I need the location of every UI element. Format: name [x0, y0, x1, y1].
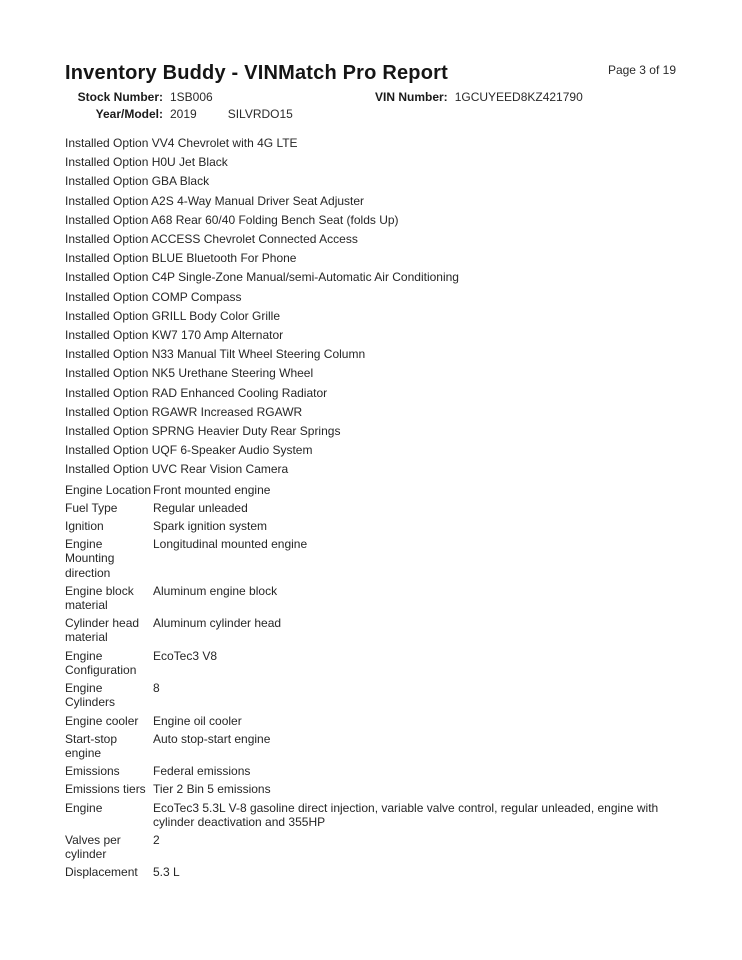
spec-row [65, 483, 676, 497]
spec-label: Engine Mounting direction [65, 537, 115, 580]
installed-option-line: Installed Option COMP Compass [65, 289, 242, 304]
spec-label: Start-stop engine [65, 731, 118, 760]
spec-row [65, 865, 676, 879]
spec-value: EcoTec3 V8 [153, 648, 218, 663]
vin-number-label: VIN Number: [375, 90, 448, 104]
meta-row-year-model [65, 106, 676, 123]
spec-label: Displacement [65, 865, 138, 880]
year-value: 2019 [170, 107, 197, 121]
installed-option-line: Installed Option GRILL Body Color Grille [65, 308, 280, 323]
spec-value: EcoTec3 5.3L V-8 gasoline direct injection, variable valve control, regular unleaded, engine with cylinder deactivation and 355HP [153, 800, 659, 829]
page-indicator: Page 3 of 19 [607, 63, 676, 77]
year-model-label: Year/Model: [95, 107, 163, 121]
spec-row [65, 833, 676, 861]
installed-option-line: Installed Option H0U Jet Black [65, 155, 228, 170]
installed-option-line: Installed Option A68 Rear 60/40 Folding Bench Seat (folds Up) [65, 212, 399, 227]
spec-label: Fuel Type [65, 500, 118, 515]
spec-value: Auto stop-start engine [153, 731, 271, 746]
spec-value: Front mounted engine [153, 482, 271, 497]
installed-option-line: Installed Option GBA Black [65, 174, 210, 189]
installed-option-line: Installed Option BLUE Bluetooth For Phone [65, 251, 297, 266]
spec-label: Emissions tiers [65, 782, 146, 797]
installed-option-line: Installed Option NK5 Urethane Steering Wheel [65, 366, 314, 381]
spec-label: Cylinder head material [65, 616, 140, 645]
spec-label: Engine Location [65, 482, 152, 497]
vehicle-meta [65, 89, 676, 123]
installed-options-list [65, 134, 676, 480]
installed-option-line: Installed Option UVC Rear Vision Camera [65, 462, 289, 477]
spec-value: Longitudinal mounted engine [153, 537, 308, 552]
spec-row [65, 764, 676, 778]
spec-row [65, 801, 676, 829]
spec-value: 8 [153, 681, 160, 696]
spec-row [65, 782, 676, 796]
report-title: Inventory Buddy - VINMatch Pro Report [65, 62, 448, 84]
spec-value: Spark ignition system [153, 519, 268, 534]
spec-value: 5.3 L [153, 865, 180, 880]
spec-value: Tier 2 Bin 5 emissions [153, 782, 271, 797]
spec-label: Engine Cylinders [65, 681, 116, 710]
spec-label: Emissions [65, 764, 120, 779]
spec-row [65, 501, 676, 515]
spec-value: Engine oil cooler [153, 713, 242, 728]
installed-option-line: Installed Option UQF 6-Speaker Audio System [65, 443, 313, 458]
stock-number-label: Stock Number: [77, 90, 163, 104]
report-header [65, 62, 676, 84]
meta-row-stock [65, 89, 676, 106]
model-value: SILVRDO15 [227, 107, 293, 121]
vin-block [375, 89, 583, 106]
installed-option-line: Installed Option ACCESS Chevrolet Connected Access [65, 232, 358, 247]
spec-row [65, 714, 676, 728]
spec-label: Engine Configuration [65, 648, 137, 677]
installed-option-line: Installed Option N33 Manual Tilt Wheel Steering Column [65, 347, 366, 362]
engine-specs-table [65, 483, 676, 880]
spec-label: Engine cooler [65, 713, 139, 728]
spec-row [65, 519, 676, 533]
installed-option-line: Installed Option VV4 Chevrolet with 4G LTE [65, 136, 298, 150]
installed-option-line: Installed Option A2S 4-Way Manual Driver Seat Adjuster [65, 193, 365, 208]
spec-value: 2 [153, 832, 160, 847]
spec-row [65, 681, 676, 709]
spec-row [65, 732, 676, 760]
spec-value: Aluminum cylinder head [153, 616, 282, 631]
stock-number-value: 1SB006 [170, 90, 213, 104]
spec-row [65, 616, 676, 644]
spec-label: Engine block material [65, 583, 134, 613]
spec-value: Regular unleaded [153, 500, 248, 515]
spec-label: Engine [65, 800, 103, 815]
installed-option-line: Installed Option SPRNG Heavier Duty Rear Springs [65, 424, 341, 439]
spec-row [65, 584, 676, 612]
installed-option-line: Installed Option KW7 170 Amp Alternator [65, 328, 284, 343]
spec-label: Ignition [65, 519, 104, 534]
installed-option-line: Installed Option RGAWR Increased RGAWR [65, 404, 303, 419]
spec-label: Valves per cylinder [65, 832, 121, 862]
spec-value: Aluminum engine block [153, 583, 278, 598]
spec-row [65, 649, 676, 677]
installed-option-line: Installed Option RAD Enhanced Cooling Radiator [65, 385, 328, 400]
installed-option-line: Installed Option C4P Single-Zone Manual/semi-Automatic Air Conditioning [65, 270, 459, 285]
spec-row [65, 537, 676, 580]
vin-number-value: 1GCUYEED8KZ421790 [454, 90, 583, 104]
spec-value: Federal emissions [153, 764, 251, 779]
